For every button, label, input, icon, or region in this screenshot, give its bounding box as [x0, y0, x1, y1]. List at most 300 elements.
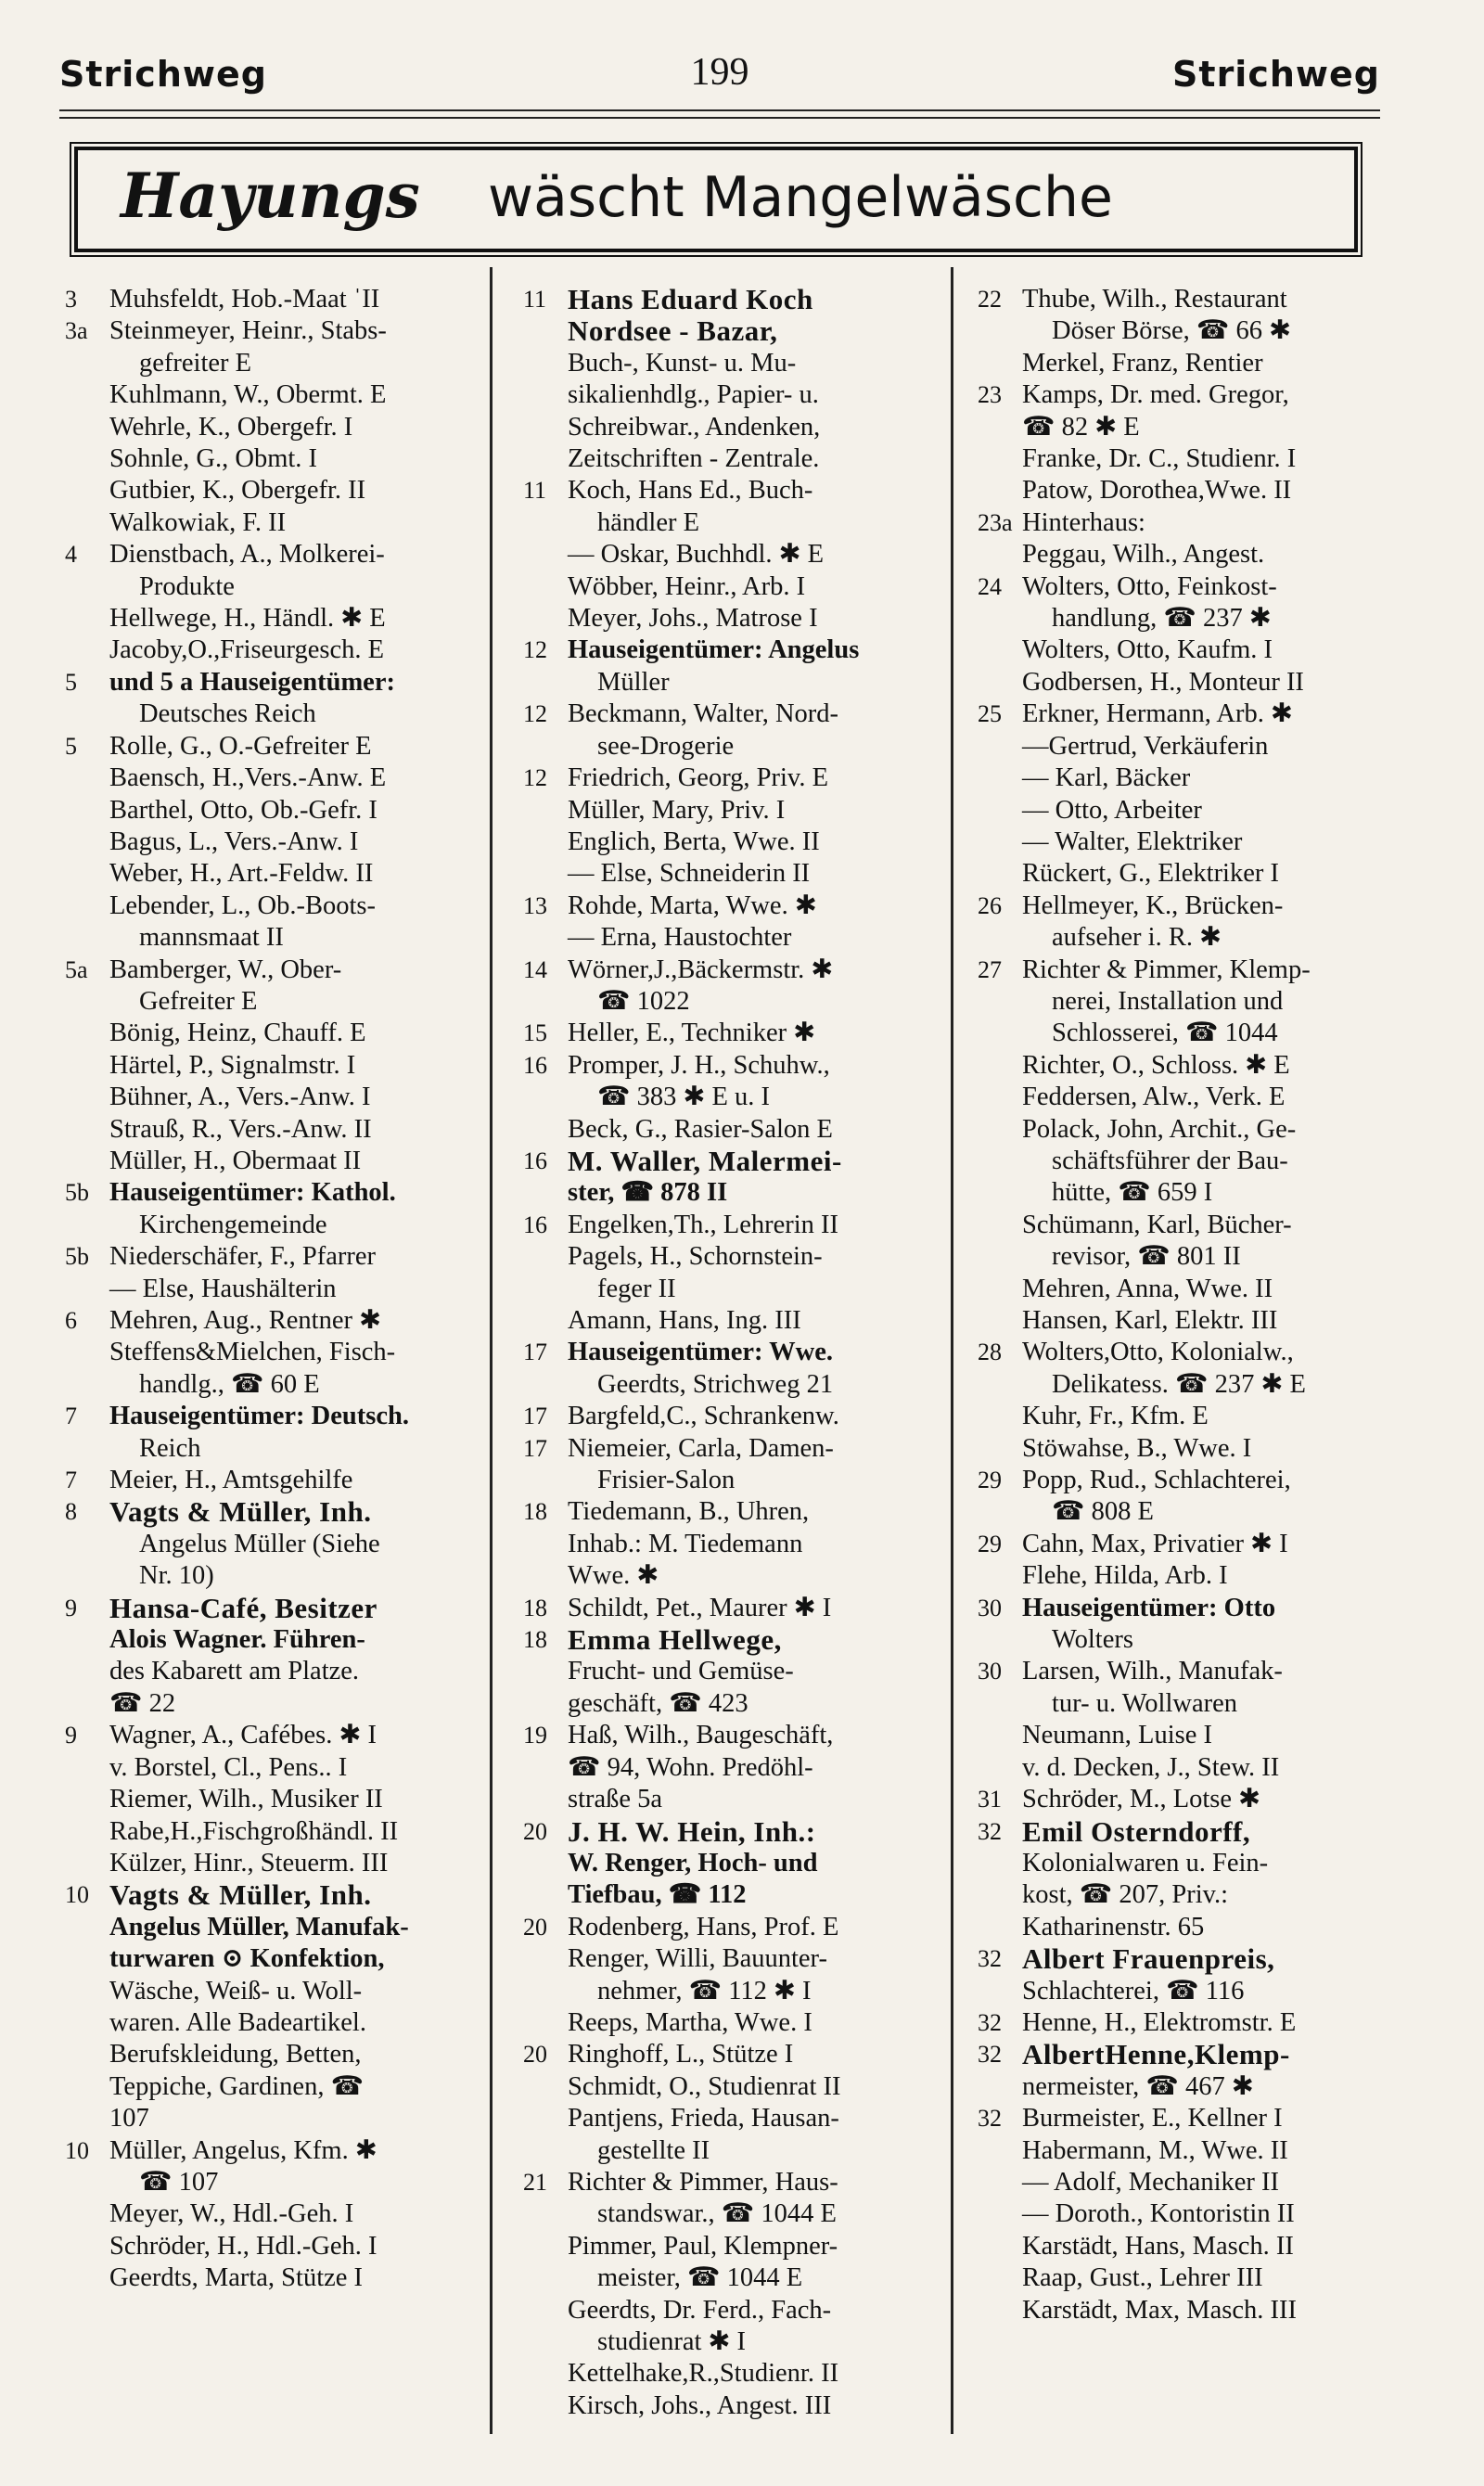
entry-line: Tiefbau, ☎ 112 [568, 1880, 747, 1910]
directory-entry [523, 891, 950, 955]
entry-line: Vagts & Müller, Inh. [109, 1878, 372, 1912]
entry-line: Patow, Dorothea,Wwe. II [1022, 476, 1292, 506]
entry-line: Frisier-Salon [597, 1466, 736, 1495]
directory-entry [65, 1879, 490, 2134]
house-number: 6 [65, 1307, 77, 1334]
house-number: 15 [523, 1019, 547, 1047]
house-number: 32 [978, 1945, 1002, 1973]
directory-entry [523, 1401, 950, 1432]
directory-entry [65, 762, 490, 794]
directory-entry [978, 1050, 1414, 1082]
column-divider [951, 267, 953, 2434]
house-number: 32 [978, 2041, 1002, 2069]
entry-line: Flehe, Hilda, Arb. I [1022, 1561, 1228, 1591]
entry-line: Bargfeld,C., Schrankenw. [568, 1402, 839, 1431]
entry-line: Larsen, Wilh., Manufak- [1022, 1657, 1283, 1686]
entry-line: standswar., ☎ 1044 E [597, 2199, 837, 2229]
entry-line: W. Renger, Hoch- und [568, 1848, 818, 1877]
entry-line: Mehren, Aug., Rentner ✱ [109, 1306, 381, 1335]
house-number: 17 [523, 1403, 547, 1430]
entry-line: Hinterhaus: [1022, 507, 1145, 537]
entry-line: Heller, E., Techniker ✱ [568, 1019, 816, 1048]
house-number: 20 [523, 1913, 547, 1941]
directory-entry [523, 762, 950, 794]
entry-line: Pagels, H., Schornstein- [568, 1242, 823, 1272]
entry-line: Godbersen, H., Monteur II [1022, 667, 1304, 697]
house-number: 29 [978, 1530, 1002, 1557]
directory-entry [978, 891, 1414, 955]
directory-entry [978, 1656, 1414, 1720]
entry-line: ☎ 22 [109, 1688, 176, 1718]
entry-line: Katharinenstr. 65 [1022, 1912, 1205, 1941]
directory-entry [523, 1114, 950, 1146]
entry-line: Englich, Berta, Wwe. II [568, 827, 820, 856]
entry-line: —Gertrud, Verkäuferin [1022, 731, 1269, 761]
entry-line: Meier, H., Amtsgehilfe [109, 1466, 353, 1495]
directory-entry [978, 1210, 1414, 1274]
house-number: 26 [978, 891, 1002, 919]
entry-line: nerei, Installation und [1052, 986, 1284, 1016]
entry-line: Strauß, R., Vers.-Anw. II [109, 1114, 372, 1144]
entry-line: Peggau, Wilh., Angest. [1022, 540, 1265, 570]
house-number: 18 [523, 1626, 547, 1654]
directory-entry [523, 1433, 950, 1497]
directory-entry [65, 1305, 490, 1337]
house-number: 20 [523, 2041, 547, 2069]
directory-entry [978, 1433, 1414, 1465]
directory-entry [978, 507, 1414, 539]
house-number: 8 [65, 1498, 77, 1526]
entry-line: Emil Osterndorff, [1022, 1814, 1251, 1848]
directory-entry [978, 2039, 1414, 2103]
directory-entry [978, 348, 1414, 379]
entry-line: Härtel, P., Signalmstr. I [109, 1050, 356, 1080]
directory-entry [978, 1401, 1414, 1432]
directory-entry [65, 315, 490, 379]
directory-entry [523, 1305, 950, 1337]
house-number: 21 [523, 2168, 547, 2196]
entry-line: handlung, ☎ 237 ✱ [1052, 604, 1272, 634]
directory-entry [978, 2103, 1414, 2134]
entry-line: — Otto, Arbeiter [1022, 795, 1202, 825]
house-number: 9 [65, 1594, 77, 1621]
entry-line: Stöwahse, B., Wwe. I [1022, 1433, 1252, 1463]
directory-entry [523, 827, 950, 858]
entry-line: händler E [597, 507, 699, 537]
directory-entry [523, 634, 950, 698]
directory-entry [978, 1752, 1414, 1784]
house-number: 24 [978, 572, 1002, 600]
entry-line: Frucht- und Gemüse- [568, 1657, 794, 1686]
directory-entry [978, 571, 1414, 635]
directory-entry [65, 1082, 490, 1113]
directory-entry [65, 1848, 490, 1879]
house-number: 18 [523, 1594, 547, 1621]
entry-line: Kolonialwaren u. Fein- [1022, 1848, 1269, 1877]
directory-entry [978, 955, 1414, 1050]
entry-line: ☎ 383 ✱ E u. I [597, 1083, 771, 1112]
entry-line: feger II [597, 1274, 676, 1303]
directory-entry [978, 2295, 1414, 2326]
entry-line: Raap, Gust., Lehrer III [1022, 2263, 1263, 2293]
entry-line: Külzer, Hinr., Steuerm. III [109, 1848, 389, 1877]
entry-line: Amann, Hans, Ing. III [568, 1306, 801, 1335]
entry-line: Deutsches Reich [139, 699, 316, 729]
directory-entry [65, 1752, 490, 1784]
entry-line: Kirchengemeinde [139, 1210, 327, 1239]
entry-line: Nordsee - Bazar, [568, 314, 778, 348]
entry-line: Schlosserei, ☎ 1044 [1052, 1019, 1278, 1048]
directory-entry [65, 1401, 490, 1465]
house-number: 22 [978, 286, 1002, 313]
column-divider [490, 267, 493, 2434]
entry-line: Kamps, Dr. med. Gregor, [1022, 380, 1289, 410]
entry-line: Weber, H., Art.-Feldw. II [109, 859, 374, 889]
entry-line: Wolters, Otto, Feinkost- [1022, 571, 1277, 601]
entry-line: und 5 a Hauseigentümer: [109, 667, 395, 697]
entry-line: Sohnle, G., Obmt. I [109, 444, 318, 474]
entry-line: ☎ 1022 [597, 986, 690, 1016]
entry-line: Schmidt, O., Studienrat II [568, 2071, 841, 2101]
entry-line: Schümann, Karl, Bücher- [1022, 1210, 1292, 1239]
entry-line: Habermann, M., Wwe. II [1022, 2135, 1288, 2165]
directory-entry [978, 284, 1414, 348]
directory-entry [65, 539, 490, 603]
directory-entry [978, 1305, 1414, 1337]
house-number: 18 [523, 1498, 547, 1526]
house-number: 23a [978, 508, 1013, 536]
directory-entry [978, 698, 1414, 858]
house-number: 17 [523, 1339, 547, 1366]
entry-line: Beck, G., Rasier-Salon E [568, 1114, 833, 1144]
directory-entry [65, 2135, 490, 2199]
directory-entry [523, 1050, 950, 1114]
house-number: 3a [65, 317, 88, 345]
entry-line: Hansen, Karl, Elektr. III [1022, 1306, 1278, 1335]
entry-line: Reeps, Martha, Wwe. I [568, 2007, 812, 2037]
entry-line: Bamberger, W., Ober- [109, 955, 342, 984]
entry-line: Cahn, Max, Privatier ✱ I [1022, 1529, 1288, 1558]
directory-entry [523, 1816, 950, 1912]
entry-line: v. Borstel, Cl., Pens.. I [109, 1752, 348, 1782]
entry-line: Niederschäfer, F., Pfarrer [109, 1242, 376, 1272]
directory-entry [523, 2231, 950, 2295]
entry-line: Engelken,Th., Lehrerin II [568, 1210, 838, 1239]
house-number: 14 [523, 955, 547, 983]
directory-entry [523, 2103, 950, 2167]
house-number: 28 [978, 1339, 1002, 1366]
entry-line: v. d. Decken, J., Stew. II [1022, 1752, 1280, 1782]
entry-line: Gefreiter E [139, 986, 258, 1016]
house-number: 32 [978, 2008, 1002, 2036]
directory-entry [65, 1593, 490, 1721]
entry-line: Döser Börse, ☎ 66 ✱ [1052, 316, 1292, 346]
directory-entry [65, 2198, 490, 2230]
entry-line: nermeister, ☎ 467 ✱ [1022, 2071, 1254, 2101]
entry-line: Beckmann, Walter, Nord- [568, 699, 839, 729]
running-head-right: Strichweg [1172, 54, 1380, 95]
entry-line: Hauseigentümer: Wwe. [568, 1338, 834, 1367]
running-head-left: Strichweg [59, 54, 267, 95]
entry-line: Hauseigentümer: Angelus [568, 635, 860, 665]
entry-line: Mehren, Anna, Wwe. II [1022, 1274, 1273, 1303]
entry-line: Erkner, Hermann, Arb. ✱ [1022, 699, 1293, 729]
entry-line: Gutbier, K., Obergefr. II [109, 476, 366, 506]
directory-entry [65, 1146, 490, 1177]
entry-line: Geerdts, Dr. Ferd., Fach- [568, 2295, 832, 2325]
entry-line: Franke, Dr. C., Studienr. I [1022, 444, 1297, 474]
directory-entry [523, 795, 950, 827]
entry-line: Wöbber, Heinr., Arb. I [568, 571, 806, 601]
directory-entry [523, 1943, 950, 2007]
entry-line: Baensch, H.,Vers.-Anw. E [109, 763, 387, 793]
header-rule-bottom [59, 117, 1380, 119]
entry-line: Bühner, A., Vers.-Anw. I [109, 1083, 371, 1112]
directory-entry [523, 1593, 950, 1624]
entry-line: — Erna, Haustochter [568, 923, 792, 953]
entry-line: waren. Alle Badeartikel. [109, 2007, 366, 2037]
entry-line: Bagus, L., Vers.-Anw. I [109, 827, 359, 856]
entry-line: Richter, O., Schloss. ✱ E [1022, 1050, 1290, 1080]
entry-line: Henne, H., Elektromstr. E [1022, 2007, 1297, 2037]
directory-entry [65, 858, 490, 890]
entry-line: Kuhlmann, W., Obermt. E [109, 380, 387, 410]
entry-line: Schildt, Pet., Maurer ✱ I [568, 1593, 832, 1622]
directory-entry [978, 2262, 1414, 2294]
entry-line: Wehrle, K., Obergefr. I [109, 412, 353, 442]
directory-entry [978, 443, 1414, 475]
entry-line: ☎ 82 ✱ E [1022, 412, 1140, 442]
entry-line: handlg., ☎ 60 E [139, 1369, 320, 1399]
house-number: 7 [65, 1403, 77, 1430]
entry-line: Ringhoff, L., Stütze I [568, 2040, 794, 2070]
directory-entry [65, 1050, 490, 1082]
house-number: 12 [523, 764, 547, 792]
entry-line: Vagts & Müller, Inh. [109, 1495, 372, 1529]
entry-line: ster, ☎ 878 II [568, 1178, 728, 1208]
directory-entry [523, 2358, 950, 2390]
directory-entry [65, 1816, 490, 1848]
entry-line: Promper, J. H., Schuhw., [568, 1050, 830, 1080]
entry-line: Wörner,J.,Bäckermstr. ✱ [568, 955, 834, 984]
entry-line: Karstädt, Hans, Masch. II [1022, 2231, 1294, 2261]
entry-line: Berufskleidung, Betten, [109, 2040, 362, 2070]
directory-entry [65, 955, 490, 1019]
directory-entry [65, 827, 490, 858]
entry-line: Lebender, L., Ob.-Boots- [109, 891, 376, 920]
entry-line: Wolters, Otto, Kaufm. I [1022, 635, 1273, 665]
ad-slogan: wäscht Mangelwäsche [488, 165, 1113, 230]
directory-entry [978, 2007, 1414, 2039]
directory-entry [65, 1114, 490, 1146]
directory-entry [978, 1529, 1414, 1560]
entry-line: — Oskar, Buchhdl. ✱ E [568, 540, 825, 570]
entry-line: — Karl, Bäcker [1022, 763, 1191, 793]
page-number: 199 [690, 51, 749, 94]
entry-line: mannsmaat II [139, 923, 284, 953]
entry-line: Thube, Wilh., Restaurant [1022, 285, 1287, 314]
directory-entry [978, 1720, 1414, 1751]
entry-line: hütte, ☎ 659 I [1052, 1178, 1213, 1208]
entry-line: — Else, Haushälterin [109, 1274, 337, 1303]
directory-entry [65, 795, 490, 827]
entry-line: Jacoby,O.,Friseurgesch. E [109, 635, 385, 665]
house-number: 5 [65, 668, 77, 696]
house-number: 30 [978, 1658, 1002, 1685]
entry-line: — Walter, Elektriker [1022, 827, 1243, 856]
entry-line: Hauseigentümer: Kathol. [109, 1178, 396, 1208]
page-header [59, 48, 1380, 95]
directory-entry [65, 379, 490, 411]
entry-line: ☎ 94, Wohn. Predöhl- [568, 1752, 813, 1782]
entry-line: Hellmeyer, K., Brücken- [1022, 891, 1284, 920]
entry-line: Angelus Müller (Siehe [139, 1529, 380, 1558]
entry-line: see-Drogerie [597, 731, 735, 761]
directory-entry [523, 2007, 950, 2039]
entry-line: Müller, Angelus, Kfm. ✱ [109, 2135, 377, 2165]
house-number: 10 [65, 1881, 89, 1909]
entry-line: Bönig, Heinz, Chauff. E [109, 1019, 366, 1048]
house-number: 30 [978, 1594, 1002, 1621]
directory-entry [65, 2262, 490, 2294]
directory-entry [523, 2295, 950, 2359]
entry-line: Pantjens, Frieda, Hausan- [568, 2104, 839, 2134]
entry-line: Schreibwar., Andenken, [568, 412, 821, 442]
house-number: 32 [978, 1817, 1002, 1845]
house-number: 16 [523, 1147, 547, 1174]
house-number: 11 [523, 477, 547, 505]
entry-line: Rabe,H.,Fischgroßhändl. II [109, 1816, 399, 1846]
directory-entry [978, 858, 1414, 890]
entry-line: Schröder, M., Lotse ✱ [1022, 1785, 1261, 1814]
entry-line: Richter & Pimmer, Haus- [568, 2167, 838, 2197]
entry-line: Richter & Pimmer, Klemp- [1022, 955, 1311, 984]
directory-entry [978, 1082, 1414, 1113]
entry-line: J. H. W. Hein, Inh.: [568, 1814, 816, 1848]
directory-entry [65, 1720, 490, 1751]
entry-line: Neumann, Luise I [1022, 1721, 1212, 1750]
entry-line: Renger, Willi, Bauunter- [568, 1944, 827, 1974]
entry-line: — Else, Schneiderin II [568, 859, 811, 889]
entry-line: Rolle, G., O.-Gefreiter E [109, 731, 372, 761]
entry-line: Schlachterei, ☎ 116 [1022, 1976, 1245, 2005]
entry-line: Alois Wagner. Führen- [109, 1625, 365, 1655]
entry-line: Popp, Rud., Schlachterei, [1022, 1466, 1291, 1495]
house-number: 5 [65, 732, 77, 760]
entry-line: turwaren ⊙ Konfektion, [109, 1944, 385, 1974]
entry-line: schäftsführer der Bau- [1052, 1146, 1288, 1175]
directory-entry [523, 571, 950, 603]
entry-line: Kettelhake,R.,Studienr. II [568, 2359, 839, 2389]
directory-entry [523, 284, 950, 475]
advertisement-box [74, 147, 1358, 252]
directory-entry [523, 2039, 950, 2070]
house-number: 25 [978, 700, 1002, 728]
house-number: 16 [523, 1051, 547, 1079]
entry-line: Meyer, Johs., Matrose I [568, 604, 818, 634]
entry-line: Koch, Hans Ed., Buch- [568, 476, 813, 506]
entry-line: gefreiter E [139, 348, 252, 378]
directory-entry [978, 2135, 1414, 2167]
directory-entry [978, 379, 1414, 443]
entry-line: geschäft, ☎ 423 [568, 1688, 748, 1718]
entry-line: Hellwege, H., Händl. ✱ E [109, 604, 386, 634]
directory-entry [65, 634, 490, 666]
directory-entry [523, 1146, 950, 1210]
house-number: 5a [65, 955, 88, 983]
entry-line: Kirsch, Johs., Angest. III [568, 2390, 832, 2420]
entry-line: Karstädt, Max, Masch. III [1022, 2295, 1297, 2325]
directory-entry [978, 1943, 1414, 2007]
entry-line: Zeitschriften - Zentrale. [568, 444, 820, 474]
directory-entry [978, 1274, 1414, 1305]
entry-line: Albert Frauenpreis, [1022, 1942, 1275, 1976]
entry-line: Delikatess. ☎ 237 ✱ E [1052, 1369, 1306, 1399]
entry-line: Feddersen, Alw., Verk. E [1022, 1083, 1286, 1112]
entry-line: des Kabarett am Platze. [109, 1657, 360, 1686]
directory-entry [978, 539, 1414, 570]
entry-line: AlbertHenne,Klemp- [1022, 2038, 1290, 2071]
house-number: 12 [523, 636, 547, 664]
directory-entry [978, 1816, 1414, 1944]
directory-entry [523, 2390, 950, 2422]
entry-line: ☎ 808 E [1052, 1497, 1154, 1527]
directory-entry [65, 443, 490, 475]
directory-entry [65, 475, 490, 506]
entry-line: kost, ☎ 207, Priv.: [1022, 1880, 1229, 1910]
house-number: 27 [978, 955, 1002, 983]
entry-line: Rodenberg, Hans, Prof. E [568, 1912, 839, 1941]
entry-line: Emma Hellwege, [568, 1623, 782, 1657]
house-number: 23 [978, 381, 1002, 409]
directory-entry [523, 1496, 950, 1592]
entry-line: M. Waller, Malermei- [568, 1144, 842, 1177]
entry-line: Rückert, G., Elektriker I [1022, 859, 1279, 889]
entry-line: Haß, Wilh., Baugeschäft, [568, 1721, 834, 1750]
directory-entry [523, 698, 950, 762]
house-number: 5b [65, 1179, 89, 1207]
entry-line: Kuhr, Fr., Kfm. E [1022, 1402, 1209, 1431]
directory-column-2 [523, 284, 950, 2422]
entry-line: Produkte [139, 571, 235, 601]
entry-line: gestellte II [597, 2135, 710, 2165]
entry-line: Müller [597, 667, 670, 697]
house-number: 5b [65, 1243, 89, 1271]
directory-entry [65, 667, 490, 731]
directory-entry [978, 1337, 1414, 1401]
directory-entry [65, 1018, 490, 1049]
directory-entry [65, 1177, 490, 1241]
entry-line: Reich [139, 1433, 201, 1463]
directory-entry [523, 2071, 950, 2103]
directory-entry [978, 634, 1414, 666]
ad-brand-name: Hayungs [121, 160, 420, 232]
directory-entry [65, 507, 490, 539]
entry-line: Nr. 10) [139, 1561, 214, 1591]
directory-entry [978, 1114, 1414, 1210]
directory-entry [65, 1496, 490, 1592]
entry-line: Niemeier, Carla, Damen- [568, 1433, 834, 1463]
directory-entry [523, 475, 950, 539]
entry-line: sikalienhdlg., Papier- u. [568, 380, 819, 410]
directory-entry [65, 1784, 490, 1815]
house-number: 10 [65, 2136, 89, 2164]
entry-line: Inhab.: M. Tiedemann [568, 1529, 803, 1558]
entry-line: Friedrich, Georg, Priv. E [568, 763, 828, 793]
entry-line: Burmeister, E., Kellner I [1022, 2104, 1283, 2134]
directory-entry [523, 539, 950, 570]
entry-line: Geerdts, Marta, Stütze I [109, 2263, 364, 2293]
